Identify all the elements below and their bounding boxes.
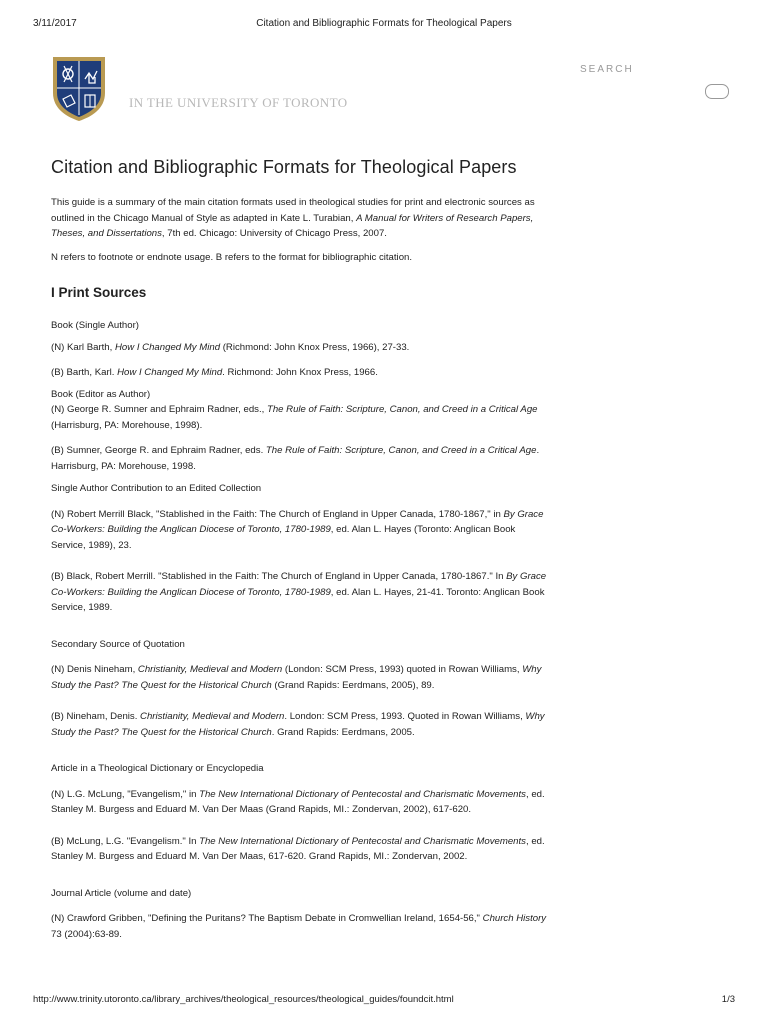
citation-text: . Richmond: John Knox Press, 1966.: [222, 367, 378, 378]
subheading-secondary: Secondary Source of Quotation: [51, 638, 185, 650]
citation-text: (London: SCM Press, 1993) quoted in Rowan Williams,: [282, 664, 523, 675]
citation-title: The New International Dictionary of Pentecostal and Charismatic Movements: [199, 788, 526, 800]
citation-n: [51, 402, 551, 433]
citation-text: , ed. Stanley M. Burgess and Eduard M. Van Der Maas (Grand Rapids, MI.: Zondervan, 2002), 617-620.: [51, 788, 545, 815]
citation-title: Why Study the Past? The Quest for the Historical Church: [51, 664, 542, 691]
crest-icon[interactable]: [51, 55, 107, 123]
citation-n: [51, 507, 551, 554]
citation-text: (N) L.G. McLung, "Evangelism," in: [51, 788, 200, 800]
citation-title: Why Study the Past? The Quest for the Historical Church: [51, 711, 545, 738]
crest-shield-icon: [51, 55, 107, 123]
citation-text: . Grand Rapids: Eerdmans, 2005.: [271, 726, 415, 738]
citation-text: , ed. Stanley M. Burgess and Eduard M. Van Der Maas, 617-620. Grand Rapids, MI.: Zondervan, 2002.: [51, 835, 545, 862]
citation-text: (Grand Rapids: Eerdmans, 2005), 89.: [271, 679, 435, 691]
subheading-book-single: Book (Single Author): [51, 320, 139, 331]
citation-text: (N) Karl Barth,: [51, 341, 115, 353]
citation-b: [51, 709, 551, 740]
citation-title: Christianity, Medieval and Modern: [140, 711, 285, 722]
print-title: Citation and Bibliographic Formats for Theological Papers: [256, 18, 512, 29]
menu-toggle-icon[interactable]: [705, 84, 729, 99]
subheading-book-editor: Book (Editor as Author): [51, 388, 151, 400]
citation-text: (Harrisburg, PA: Morehouse, 1998).: [51, 419, 203, 431]
citation-n: [51, 340, 551, 356]
intro-book-title: A Manual for Writers of Research Papers, Theses, and Dissertations: [51, 212, 534, 239]
citation-text: (B) Nineham, Denis.: [51, 711, 141, 722]
print-header: [0, 18, 768, 32]
citation-text: (N) Robert Merrill Black, "Stablished in the Faith: The Church of England in Upper Canada, 1780-1867," in: [51, 508, 504, 520]
page-title: Citation and Bibliographic Formats for Theological Papers: [51, 157, 517, 177]
citation-n: [51, 911, 551, 942]
citation-b: [51, 365, 551, 381]
search-link[interactable]: SEARCH: [580, 64, 634, 75]
citation-title: The Rule of Faith: Scripture, Canon, and Creed in a Critical Age: [265, 445, 537, 456]
citation-text: (B) Black, Robert Merrill. "Stablished in the Faith: The Church of England in Upper Canada, 1780-1867." In: [51, 571, 507, 582]
citation-text: (B) McLung, L.G. "Evangelism." In: [51, 835, 200, 847]
print-date: 3/11/2017: [33, 18, 77, 29]
citation-title: Church History: [482, 913, 547, 924]
citation-text: (Richmond: John Knox Press, 1966), 27-33.: [220, 341, 410, 353]
citation-title: How I Changed My Mind: [117, 367, 223, 378]
citation-title: The New International Dictionary of Pentecostal and Charismatic Movements: [199, 835, 526, 847]
citation-b: [51, 569, 551, 616]
citation-title: How I Changed My Mind: [114, 341, 221, 353]
citation-b: [51, 443, 551, 474]
print-url: http://www.trinity.utoronto.ca/library_archives/theological_resources/theological_guides/foundcit.html: [33, 994, 454, 1005]
citation-title: The Rule of Faith: Scripture, Canon, and Creed in a Critical Age: [266, 404, 538, 415]
citation-text: (N) George R. Sumner and Ephraim Radner, eds.,: [51, 404, 267, 415]
citation-title: Christianity, Medieval and Modern: [137, 664, 283, 675]
subheading-contribution: Single Author Contribution to an Edited Collection: [51, 483, 262, 494]
citation-text: (N) Crawford Gribben, "Defining the Puritans? The Baptism Debate in Cromwellian Ireland, 1654-56,": [51, 913, 483, 924]
citation-n: [51, 662, 551, 693]
section-title: I Print Sources: [51, 285, 147, 300]
subheading-journal: Journal Article (volume and date): [51, 887, 192, 899]
citation-text: (B) Barth, Karl.: [51, 367, 118, 378]
intro-text-end: , 7th ed. Chicago: University of Chicago Press, 2007.: [161, 228, 387, 239]
citation-title: By Grace Co-Workers: Building the Anglican Diocese of Toronto, 1780-1989: [51, 508, 544, 535]
citation-text: . London: SCM Press, 1993. Quoted in Rowan Williams,: [284, 711, 526, 722]
citation-text: (B) Sumner, George R. and Ephraim Radner, eds.: [51, 445, 266, 456]
citation-text: 73 (2004):63-89.: [51, 928, 122, 940]
citation-title: By Grace Co-Workers: Building the Anglican Diocese of Toronto, 1780-1989: [51, 571, 547, 598]
citation-text: , ed. Alan L. Hayes (Toronto: Anglican Book Service, 1989), 23.: [51, 524, 516, 551]
usage-note: N refers to footnote or endnote usage. B refers to the format for bibliographic citation.: [51, 251, 413, 263]
page-number: 1/3: [721, 994, 735, 1005]
print-footer: [0, 994, 768, 1008]
university-name: IN THE UNIVERSITY OF TORONTO: [129, 95, 348, 110]
main-content: [51, 155, 551, 942]
citation-n: [51, 787, 551, 818]
subheading-dictionary: Article in a Theological Dictionary or Encyclopedia: [51, 763, 264, 774]
citation-text: (N) Denis Nineham,: [51, 664, 138, 675]
intro-paragraph: [51, 195, 551, 242]
intro-text: This guide is a summary of the main citation formats used in theological studies for print and electronic sources as outlined in the Chicago Manual of Style as adapted in Kate L. Turabian,: [51, 197, 535, 224]
citation-text: , ed. Alan L. Hayes, 21-41. Toronto: Anglican Book Service, 1989.: [51, 586, 545, 613]
citation-b: [51, 834, 551, 865]
citation-text: . Harrisburg, PA: Morehouse, 1998.: [51, 445, 540, 472]
